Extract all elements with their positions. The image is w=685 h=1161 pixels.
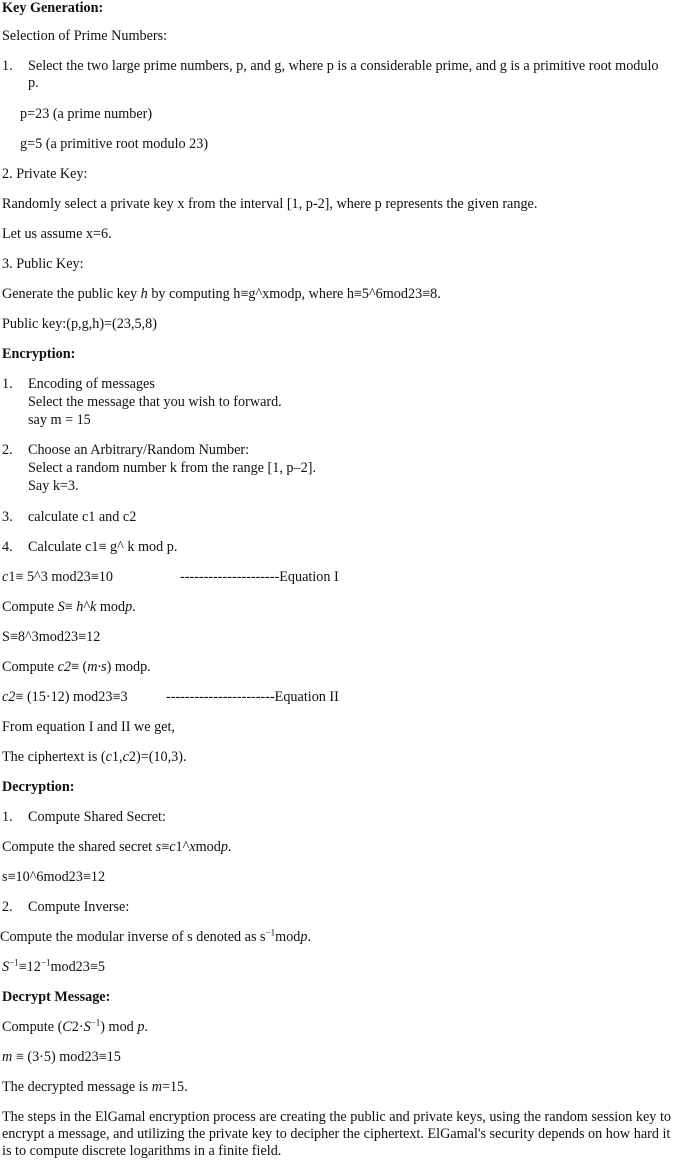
m-equation [2,1049,121,1066]
superscript: −1 [40,957,51,968]
text-run: ) mod [100,1019,138,1035]
shared-secret-value: s≡10^6mod23≡12 [2,869,106,885]
text-run: Compute ( [2,1019,63,1035]
var-h: h [76,599,84,615]
var-c: c [122,749,129,765]
summary-paragraph: The steps in the ElGamal encryption process are creating the public and private keys, using the random session key to encrypt a message, and utilizing the private key to decipher the ciphertext. ElGamal's security depends on how hard it is to compute discrete logarithms in a finite field. [2,1109,671,1159]
text-run: =15. [161,1079,188,1095]
var-c: c [169,839,176,855]
shared-secret-line [2,839,231,856]
text-run: Compute [2,659,58,675]
enc-step2-number: 2. [2,442,13,458]
enc-step4-title: Calculate c1≡ g^ k mod p. [28,539,178,555]
dec-step1-title: Compute Shared Secret: [28,809,166,825]
enc-step2-value: Say k=3. [28,478,79,494]
var-ms: m·s [87,659,107,675]
compute-c2-line [2,659,151,676]
text-run: by computing h≡g^xmodp, where h≡5^6mod23≡8. [147,286,441,302]
text-run: Compute the modular inverse of s denoted as s [0,929,266,945]
equation-two-label: -----------------------Equation II [166,689,339,705]
text-run: 2· [71,1019,84,1035]
text-run: ≡ [64,599,77,615]
text-run: ≡12 [18,959,41,975]
text-run: . [144,1019,148,1035]
private-key-label: 2. Private Key: [2,166,88,182]
g-value-line: g=5 (a primitive root modulo 23) [20,136,209,152]
var-m: m [2,1049,13,1065]
text-run: ≡ (3·5) mod23≡15 [12,1049,121,1065]
var-p: p [137,1019,145,1035]
text-run: mod [195,839,221,855]
equation-one-label: ---------------------Equation I [180,569,339,585]
text-run: mod [275,929,301,945]
enc-step2-sub: Select a random number k from the range [1, p–2]. [28,460,316,476]
text-run: . [307,929,312,945]
text-run: Compute [2,599,58,615]
text-run: . [132,599,136,615]
text-run: ≡ ( [70,659,88,675]
encryption-heading: Encryption: [2,346,76,362]
s-value-line: S≡8^3mod23≡12 [2,629,101,645]
var-p: p [125,599,133,615]
public-key-generation [2,286,441,303]
var-c: c [105,749,112,765]
text-run: 1^ [175,839,190,855]
superscript: −1 [265,927,276,938]
enc-step1-sub: Select the message that you wish to forward. [28,394,282,410]
keygen-heading: Key Generation: [2,0,104,16]
var-x: x [189,839,196,855]
enc-step1-number: 1. [2,376,13,392]
var-p: p [300,929,308,945]
compute-s-line [2,599,136,616]
enc-step1-title: Encoding of messages [28,376,155,392]
superscript: −1 [9,957,19,968]
enc-step2-title: Choose an Arbitrary/Random Number: [28,442,250,458]
var-c2: c2 [2,689,16,705]
ciphertext-line [2,749,187,766]
text-run: Compute the shared secret [2,839,156,855]
text-run: The decrypted message is [2,1079,152,1095]
keygen-step1-number: 1. [2,58,13,74]
enc-step1-value: say m = 15 [28,412,91,428]
text-run: ≡ (15·12) mod23≡3 [15,689,128,705]
keygen-step1-text: Select the two large prime numbers, p, and g, where p is a considerable prime, and g is a primitive root modulo [28,58,659,74]
text-run: ^ [83,599,90,615]
dec-step1-number: 1. [2,809,13,825]
var-h: h [140,286,148,302]
text-run: . [227,839,232,855]
assume-line: Let us assume x=6. [2,226,112,242]
var-p: p [220,839,228,855]
c1-equation [2,569,113,586]
public-key-label: 3. Public Key: [2,256,84,272]
superscript: −1 [90,1017,101,1028]
decrypted-result-line [2,1079,188,1096]
p-value-line: p=23 (a prime number) [20,106,153,122]
dec-step2-title: Compute Inverse: [28,899,130,915]
enc-step3-title: calculate c1 and c2 [28,509,137,525]
private-key-text: Randomly select a private key x from the interval [1, p-2], where p represents the given range. [2,196,538,212]
enc-step4-number: 4. [2,539,13,555]
var-C: C [62,1019,72,1035]
decryption-heading: Decryption: [2,779,75,795]
from-equation-line: From equation I and II we get, [2,719,175,735]
compute-decrypt-line [2,1019,148,1036]
text-run: 1≡ 5^3 mod23≡10 [8,569,113,585]
text-run: ≡ [161,839,170,855]
var-c2: c2 [57,659,71,675]
text-run: mod23≡5 [50,959,105,975]
var-S: S [2,959,10,975]
decrypt-message-heading: Decrypt Message: [2,989,111,1005]
text-run: 1, [111,749,123,765]
text-run: The ciphertext is ( [2,749,106,765]
var-s: s [155,839,162,855]
c2-equation [2,689,128,706]
selection-label: Selection of Prime Numbers: [2,28,168,44]
var-S: S [83,1019,91,1035]
dec-step2-number: 2. [2,899,13,915]
var-m: m [151,1079,162,1095]
enc-step3-number: 3. [2,509,13,525]
var-S: S [57,599,65,615]
public-key-value: Public key:(p,g,h)=(23,5,8) [2,316,157,332]
var-k: k [90,599,97,615]
s-inverse-value [2,959,105,976]
text-run: Generate the public key [2,286,141,302]
modular-inverse-line [0,929,311,946]
text-run: ) modp. [106,659,151,675]
text-run: mod [96,599,126,615]
var-c: c [2,569,9,585]
text-run: 2)=(10,3). [128,749,187,765]
keygen-step1-continuation: p. [28,75,39,91]
